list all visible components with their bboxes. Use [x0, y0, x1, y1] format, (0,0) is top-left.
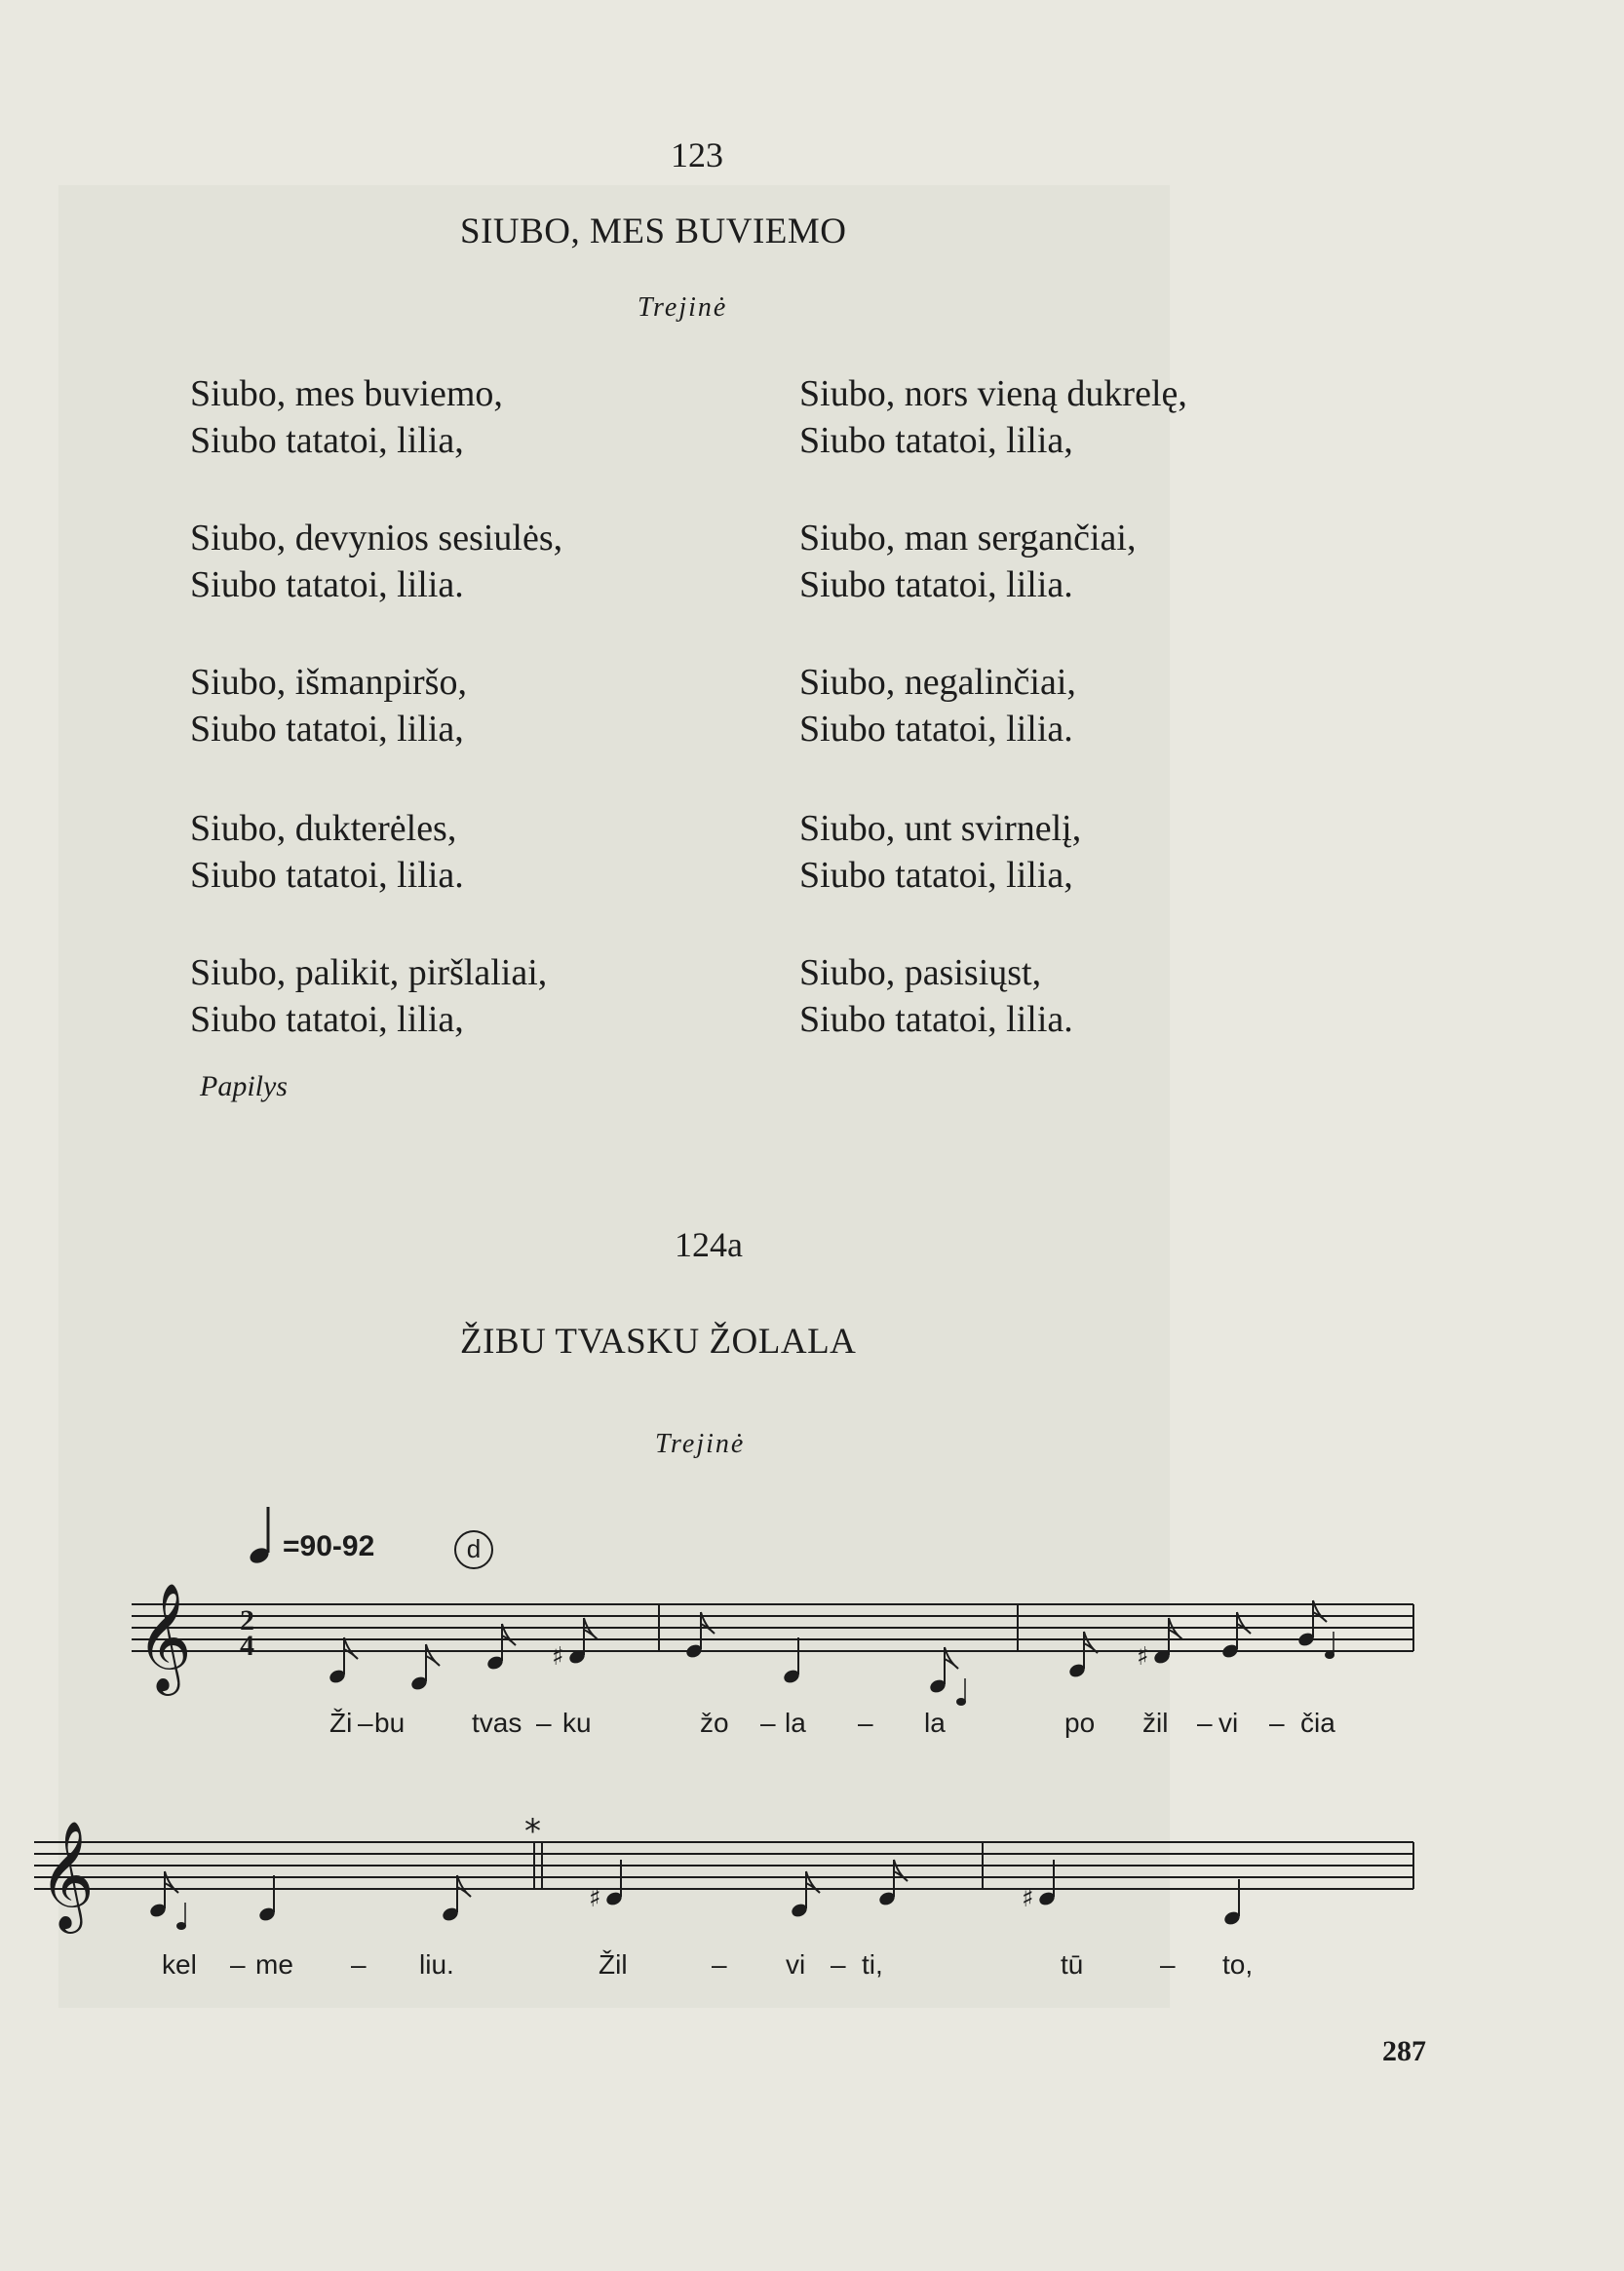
stanza-line: Siubo, mes buviemo, [190, 373, 503, 414]
sharp-icon: ♯ [1137, 1642, 1149, 1672]
lyric-syllable: – [351, 1949, 367, 1980]
sharp-icon: ♯ [589, 1884, 601, 1913]
lyric-syllable: – [831, 1949, 846, 1980]
lyric-syllable: žil [1142, 1708, 1169, 1738]
stanza-line: Siubo tatatoi, lilia, [799, 420, 1073, 461]
stanza-line: Siubo tatatoi, lilia, [190, 420, 464, 461]
lyric-syllable: la [924, 1708, 946, 1738]
lyric-syllable: – [230, 1949, 246, 1980]
stanza-line: Siubo tatatoi, lilia, [799, 855, 1073, 896]
note [782, 1637, 801, 1685]
stanza-line: Siubo tatatoi, lilia, [190, 709, 464, 750]
stanza-line: Siubo tatatoi, lilia, [190, 999, 464, 1040]
note [684, 1612, 715, 1660]
stanza-line: Siubo, devynios sesiulės, [190, 518, 563, 558]
staff-1 [132, 1604, 1413, 1651]
lyric-syllable: – [858, 1708, 873, 1738]
note [148, 1871, 186, 1930]
staff-2 [34, 1842, 1413, 1889]
time-sig-bottom: 4 [240, 1630, 254, 1662]
asterisk-mark: * [524, 1812, 541, 1851]
lyric-syllable: po [1064, 1708, 1096, 1738]
note [877, 1860, 908, 1907]
stanza-line: Siubo, man sergančiai, [799, 518, 1137, 558]
stanza-line: Siubo, nors vieną dukrelę, [799, 373, 1187, 414]
sharp-icon: ♯ [552, 1642, 564, 1672]
lyric-syllable: tvas [472, 1708, 522, 1738]
stanza-line: Siubo, unt svirnelį, [799, 808, 1082, 849]
note [1220, 1612, 1251, 1660]
song-number-123: 123 [671, 135, 723, 174]
mode-mark: d [454, 1530, 493, 1569]
lyric-syllable: – [536, 1708, 552, 1738]
stanza-line: Siubo tatatoi, lilia. [799, 999, 1073, 1040]
time-sig-top: 2 [240, 1604, 254, 1636]
page-number: 287 [1382, 2035, 1426, 2067]
stanza-line: Siubo, išmanpiršo, [190, 662, 467, 703]
stanza-line: Siubo tatatoi, lilia. [799, 709, 1073, 750]
place-label: Papilys [200, 1070, 288, 1102]
song-title-124a: ŽIBU TVASKU ŽOLALA [460, 1322, 857, 1362]
stanza-line: Siubo, palikit, piršlaliai, [190, 952, 548, 993]
note [552, 1618, 598, 1672]
stanza-line: Siubo, dukterėles, [190, 808, 457, 849]
lyric-syllable: ti, [862, 1949, 883, 1980]
note [485, 1624, 516, 1672]
lyric-syllable: žo [700, 1708, 729, 1738]
note [790, 1871, 820, 1919]
lyric-syllable: liu. [419, 1949, 454, 1980]
lyric-syllable: – [358, 1708, 373, 1738]
stanza-line: Siubo tatatoi, lilia. [190, 855, 464, 896]
note [928, 1647, 966, 1706]
lyric-syllable: la [785, 1708, 806, 1738]
lyric-syllable: to, [1222, 1949, 1254, 1980]
note [441, 1875, 471, 1923]
note [1137, 1618, 1182, 1672]
lyric-syllable: kel [162, 1949, 197, 1980]
lyric-syllable: vi [1218, 1708, 1239, 1738]
lyric-syllable: ku [562, 1708, 592, 1738]
note [257, 1875, 277, 1923]
song-subtitle-124a: Trejinė [655, 1429, 746, 1459]
lyric-syllable: tū [1061, 1949, 1084, 1980]
lyric-syllable: Žil [599, 1949, 628, 1980]
song-number-124a: 124a [675, 1225, 743, 1264]
lyric-syllable: vi [786, 1949, 806, 1980]
stanza-line: Siubo tatatoi, lilia. [190, 564, 464, 605]
treble-clef-icon: 𝄞 [136, 1582, 192, 1691]
stanza-line: Siubo, negalinčiai, [799, 662, 1076, 703]
note [328, 1637, 358, 1685]
song-title-123: SIUBO, MES BUVIEMO [460, 212, 847, 251]
stanza-line: Siubo, pasisiųst, [799, 952, 1042, 993]
note [1022, 1860, 1057, 1913]
treble-clef-icon: 𝄞 [39, 1820, 95, 1929]
lyric-syllable: bu [374, 1708, 406, 1738]
note [589, 1860, 624, 1913]
lyric-syllable: – [760, 1708, 776, 1738]
lyric-syllable: – [1269, 1708, 1285, 1738]
stanza-line: Siubo tatatoi, lilia. [799, 564, 1073, 605]
sharp-icon: ♯ [1022, 1884, 1034, 1913]
lyric-syllable: čia [1300, 1708, 1335, 1738]
lyric-syllable: – [1197, 1708, 1213, 1738]
lyric-syllable: – [1160, 1949, 1176, 1980]
lyric-syllable: me [255, 1949, 293, 1980]
tempo-note-icon [248, 1507, 271, 1566]
staff-2-notes [148, 1860, 1242, 1930]
lyric-syllable: Ži [329, 1708, 353, 1738]
lyric-syllable: – [712, 1949, 727, 1980]
song-subtitle-123: Trejinė [638, 292, 728, 323]
tempo-mark: =90-92 [283, 1530, 375, 1562]
note [1222, 1879, 1242, 1927]
